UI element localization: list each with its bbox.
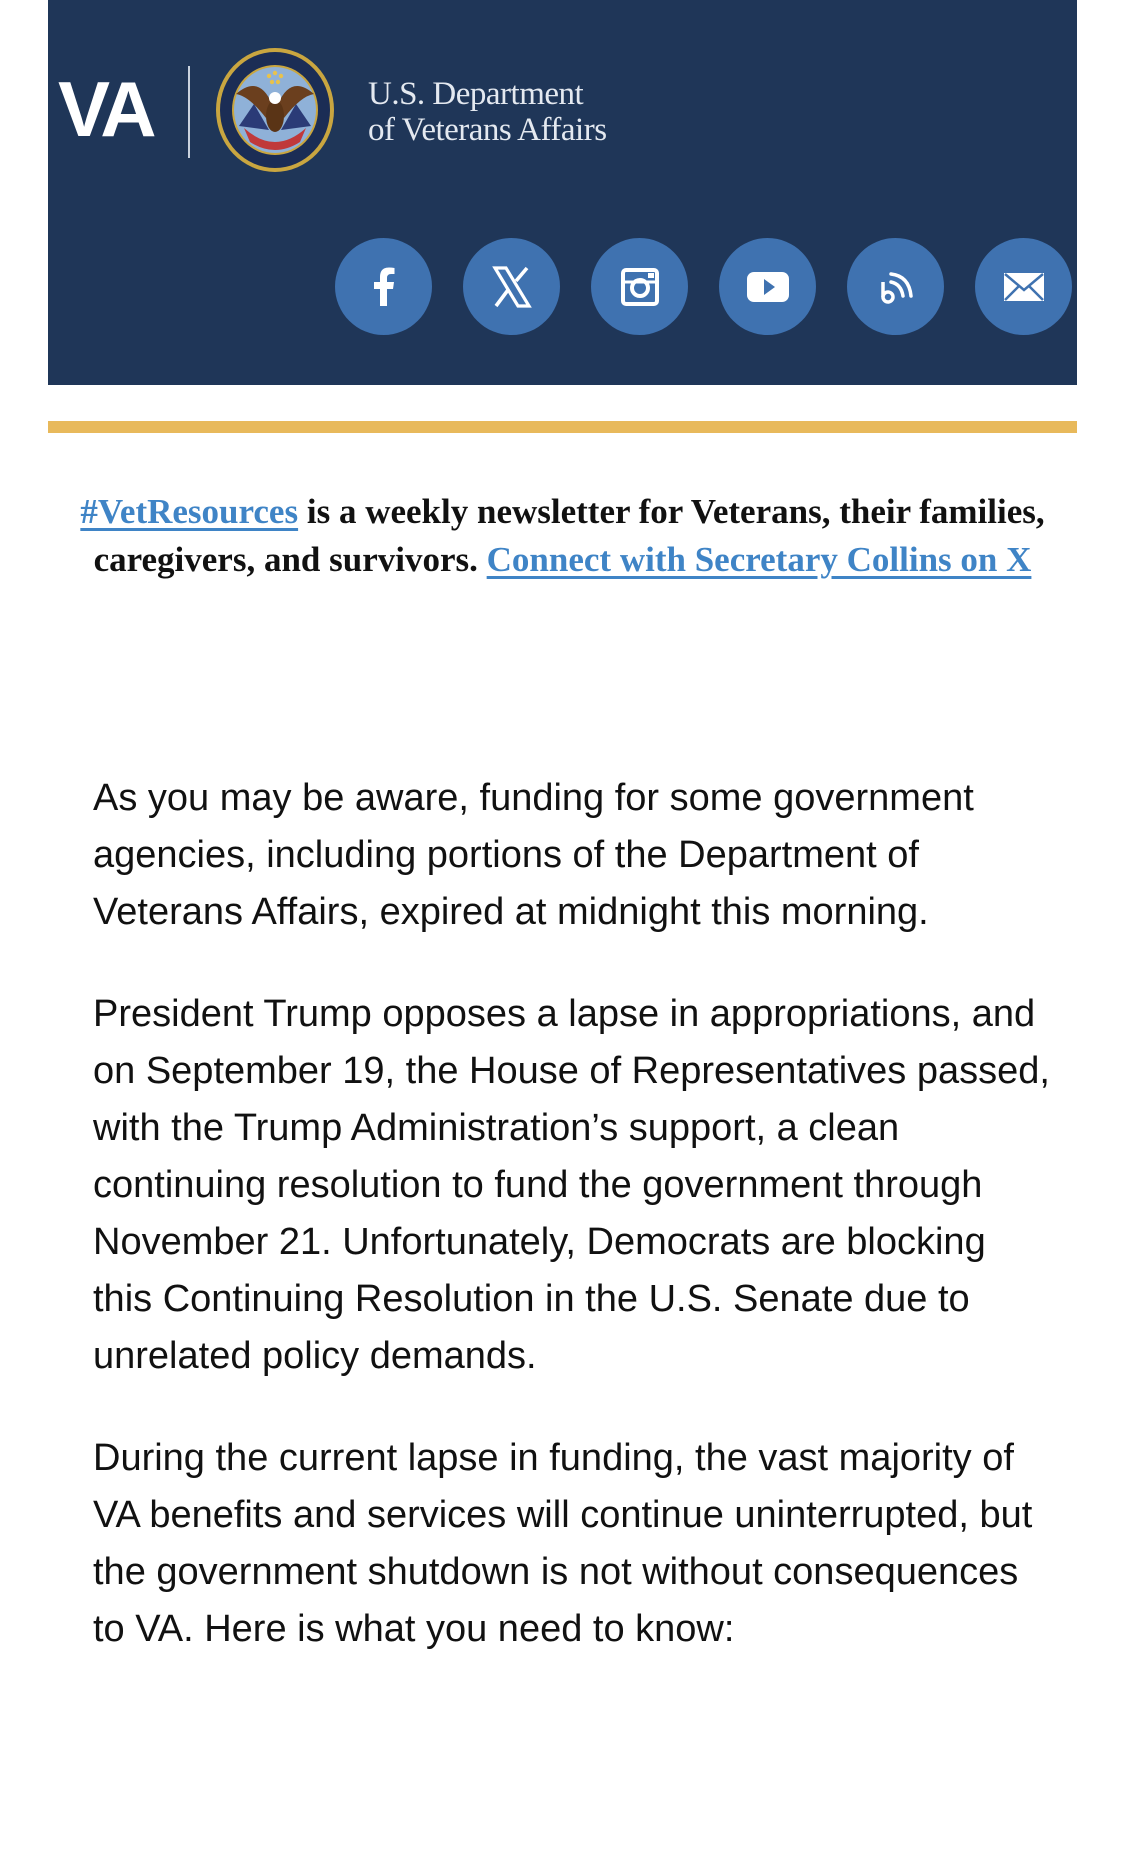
facebook-link[interactable] [335,238,432,335]
body-paragraph: During the current lapse in funding, the vast majority of VA benefits and services will continue uninterrupted, but the government shutdown is not without consequences to VA. Here is what you need to know: [93,1437,1033,1650]
youtube-link[interactable] [719,238,816,335]
newsletter-intro [70,488,1055,584]
department-name-line2: of Veterans Affairs [368,112,607,148]
va-seal-icon [214,46,336,174]
email-icon [997,260,1051,314]
newsletter-body [93,770,1053,1703]
department-name-line1: U.S. Department [368,76,584,112]
x-icon [485,260,539,314]
gold-divider-bar [48,421,1077,433]
intro-text: is a weekly newsletter for Veterans, their families, caregivers, and survivors. [93,492,1045,579]
facebook-icon [357,260,411,314]
newsletter-header [48,0,1077,385]
blog-rss-icon [869,260,923,314]
logo-divider [188,66,190,158]
email-link[interactable] [975,238,1072,335]
vetresources-hashtag-link[interactable]: #VetResources [80,492,299,531]
va-wordmark-logo[interactable]: VA [58,65,153,153]
social-links [335,238,1072,336]
x-link[interactable] [463,238,560,335]
department-name [368,76,607,148]
instagram-link[interactable] [591,238,688,335]
youtube-icon [741,260,795,314]
body-paragraph: President Trump opposes a lapse in appropriations, and on September 19, the House of Representatives passed, with the Trump Administration’s support, a clean continuing resolution to fund the government through November 21. Unfortunately, Democrats are blocking this Continuing Resolution in the U.S. Senate due to unrelated policy demands. [93,993,1050,1377]
blog-link[interactable] [847,238,944,335]
connect-secretary-collins-link[interactable]: Connect with Secretary Collins on X [486,540,1032,579]
instagram-icon [613,260,667,314]
body-paragraph: As you may be aware, funding for some government agencies, including portions of the Department of Veterans Affairs, expired at midnight this morning. [93,777,974,933]
